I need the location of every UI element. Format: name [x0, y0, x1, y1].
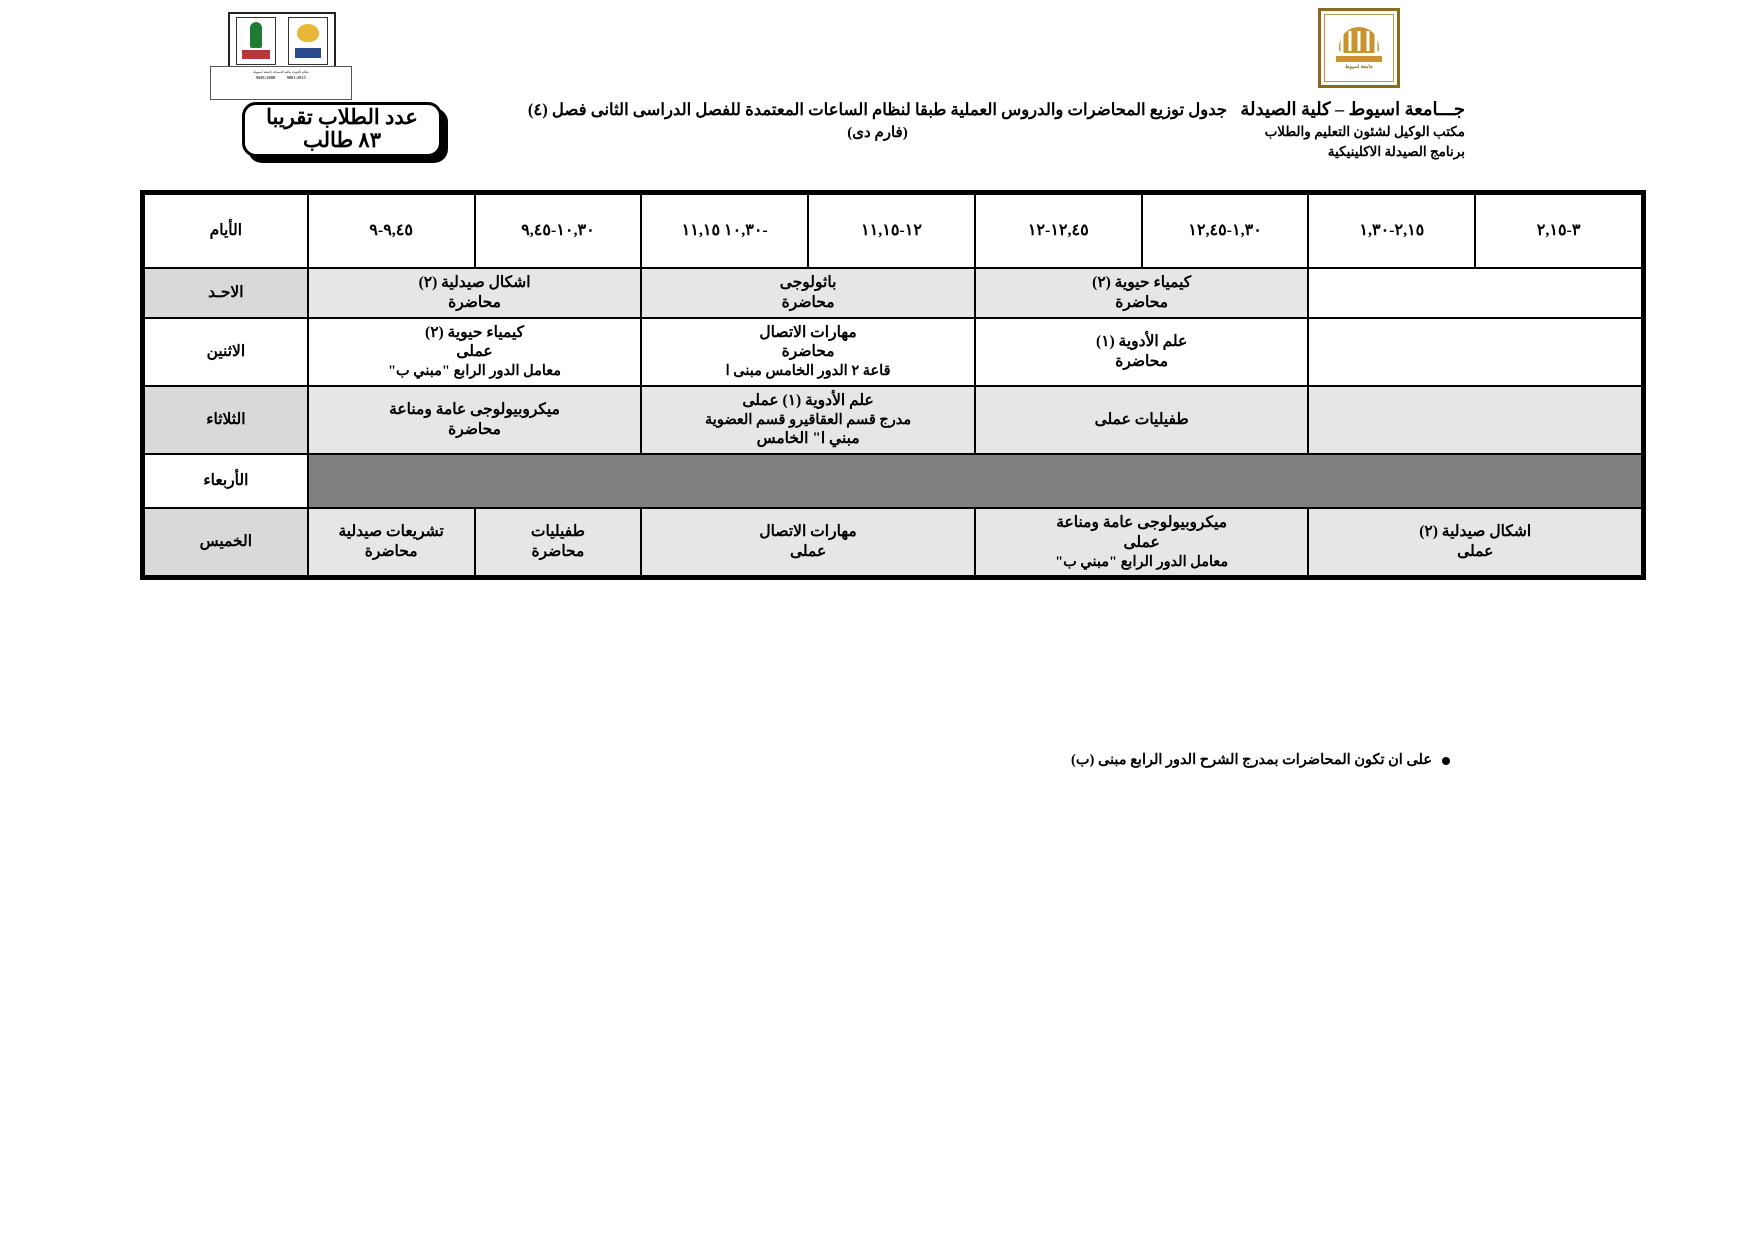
day-name-cell: الاحـد	[144, 268, 308, 318]
table-row	[144, 508, 1642, 576]
schedule-cell-line: باثولوجى	[779, 274, 837, 291]
institution-header	[1240, 96, 1465, 161]
schedule-cell-line: علم الأدوية (١) عملى	[742, 391, 874, 409]
schedule-cell	[641, 268, 975, 318]
schedule-cell-line: كيمياء حيوية (٢)	[1092, 274, 1192, 291]
schedule-cell-line: مهارات الاتصال	[759, 523, 857, 541]
time-header-0: ٣-٢,١٥	[1475, 194, 1642, 268]
schedule-cell	[308, 268, 642, 318]
schedule-cell	[975, 386, 1309, 454]
schedule-cell	[1308, 508, 1642, 576]
schedule-cell-line: علم الأدوية (١)	[1096, 332, 1188, 350]
page-title: جدول توزيع المحاضرات والدروس العملية طبقا لنظام الساعات المعتمدة للفصل الدراسى الثانى فصل (٤)	[527, 100, 1228, 119]
schedule-cell-line: عملى	[456, 343, 493, 361]
schedule-cell	[975, 508, 1309, 576]
schedule-cell	[641, 386, 975, 454]
schedule-cell-line: كيمياء حيوية (٢)	[425, 323, 525, 341]
schedule-cell	[641, 318, 975, 386]
time-header-7: ٩,٤٥-٩	[308, 194, 475, 268]
table-row	[144, 318, 1642, 386]
iso-code-line: 9001:2015 9001:2008	[256, 75, 306, 81]
schedule-cell-line: تشريعات صيدلية	[338, 523, 444, 541]
schedule-cell	[975, 318, 1309, 386]
schedule-cell-line: محاضرة	[531, 543, 585, 561]
schedule-cell	[975, 268, 1309, 318]
schedule-cell-line: اشكال صيدلية (٢)	[1419, 523, 1532, 541]
schedule-cell	[308, 386, 642, 454]
schedule-table-container	[143, 193, 1643, 577]
time-header-5-line2: ١١,١٥	[681, 221, 721, 239]
schedule-cell-line: قاعة ٢ الدور الخامس مبنى ا	[725, 363, 891, 380]
logo-inner-frame	[1324, 14, 1394, 82]
time-header-6: ١٠,٣٠-٩,٤٥	[475, 194, 642, 268]
schedule-cell-line: محاضرة	[448, 420, 501, 438]
schedule-cell-line: طفيليات عملى	[1094, 411, 1189, 429]
bullet-icon	[1442, 757, 1450, 765]
day-name-cell: الخميس	[144, 508, 308, 576]
schedule-cell	[308, 508, 475, 576]
schedule-cell-line: ميكروبيولوجى عامة ومناعة	[389, 401, 560, 419]
logo-base-bar	[1336, 56, 1382, 62]
time-header-row	[144, 194, 1642, 268]
time-header-3: ١٢,٤٥-١٢	[975, 194, 1142, 268]
time-header-4: ١٢-١١,١٥	[808, 194, 975, 268]
time-header-5-line1: -١٠,٣٠	[724, 221, 768, 239]
schedule-cell-line: اشكال صيدلية (٢)	[418, 274, 531, 291]
program-line: برنامج الصيدلة الاكلينيكية	[1327, 143, 1465, 159]
schedule-cell	[641, 508, 975, 576]
pharmacy-crest-icon	[236, 17, 276, 65]
schedule-cell-line: محاضرة	[781, 343, 835, 361]
crest-pair	[228, 12, 336, 70]
schedule-cell-line: معامل الدور الرابع "مبني ب"	[387, 363, 562, 380]
table-row	[144, 268, 1642, 318]
schedule-cell-line: محاضرة	[1115, 352, 1169, 370]
schedule-cell-line: محاضرة	[364, 543, 418, 561]
schedule-cell-line: محاضرة	[448, 293, 501, 311]
schedule-cell-line: محاضرة	[1115, 293, 1169, 311]
time-header-1: ٢,١٥-١,٣٠	[1308, 194, 1475, 268]
iso-certification-strip	[210, 66, 352, 100]
day-name-cell: الثلاثاء	[144, 386, 308, 454]
assiut-university-logo	[1318, 8, 1400, 88]
schedule-cell	[1308, 386, 1642, 454]
university-crest-icon	[288, 17, 328, 65]
sun-disc-icon	[1339, 27, 1379, 53]
schedule-table	[143, 193, 1643, 577]
schedule-cell	[1308, 318, 1642, 386]
day-name-cell: الأربعاء	[144, 454, 308, 508]
schedule-cell-line: مدرج قسم العقاقيرو قسم العضوية	[705, 411, 912, 428]
schedule-cell-line: عملى	[789, 543, 827, 561]
schedule-cell-line: طفيليات	[530, 523, 585, 541]
page-subtitle: (فارم دى)	[847, 125, 908, 141]
faculty-quality-logo	[210, 10, 350, 95]
day-name-cell: الاثنين	[144, 318, 308, 386]
schedule-cell-line: ميكروبيولوجى عامة ومناعة	[1056, 514, 1228, 532]
schedule-cell-line: عملى	[1457, 543, 1494, 561]
schedule-table-head	[144, 194, 1642, 268]
schedule-cell-line: مبني ا" الخامس	[756, 430, 860, 448]
footnote-text: على ان تكون المحاضرات بمدرج الشرح الدور الرابع مبنى (ب)	[1071, 752, 1432, 768]
day-column-header: الأيام	[144, 194, 308, 268]
table-row	[144, 454, 1642, 508]
student-count-label: عدد الطلاب تقريبا	[266, 105, 418, 130]
table-row	[144, 386, 1642, 454]
schedule-cell-line: مهارات الاتصال	[759, 323, 857, 341]
university-faculty-line: جـــامعة اسيوط – كلية الصيدلة	[1240, 99, 1465, 119]
schedule-cell-line: محاضرة	[781, 293, 835, 311]
schedule-cell	[1308, 268, 1642, 318]
schedule-cell	[308, 454, 1642, 508]
schedule-cell-line: عملى	[1123, 533, 1160, 551]
schedule-cell-line: معامل الدور الرابع "مبني ب"	[1055, 553, 1229, 570]
student-count-value: ٨٣ طالب	[303, 128, 381, 153]
time-header-2: ١,٣٠-١٢,٤٥	[1142, 194, 1309, 268]
schedule-cell	[308, 318, 642, 386]
schedule-table-body	[144, 268, 1642, 576]
schedule-cell	[475, 508, 642, 576]
iso-caption: نظام الجودة بكلية الصيدلة جامعة اسيوط	[253, 70, 309, 74]
logo-caption: جامعة اسيوط	[1345, 64, 1373, 70]
student-count-callout	[242, 102, 442, 157]
vice-dean-office-line: مكتب الوكيل لشئون التعليم والطلاب	[1264, 124, 1465, 140]
time-header-5	[641, 194, 808, 268]
footnote	[1071, 752, 1450, 769]
